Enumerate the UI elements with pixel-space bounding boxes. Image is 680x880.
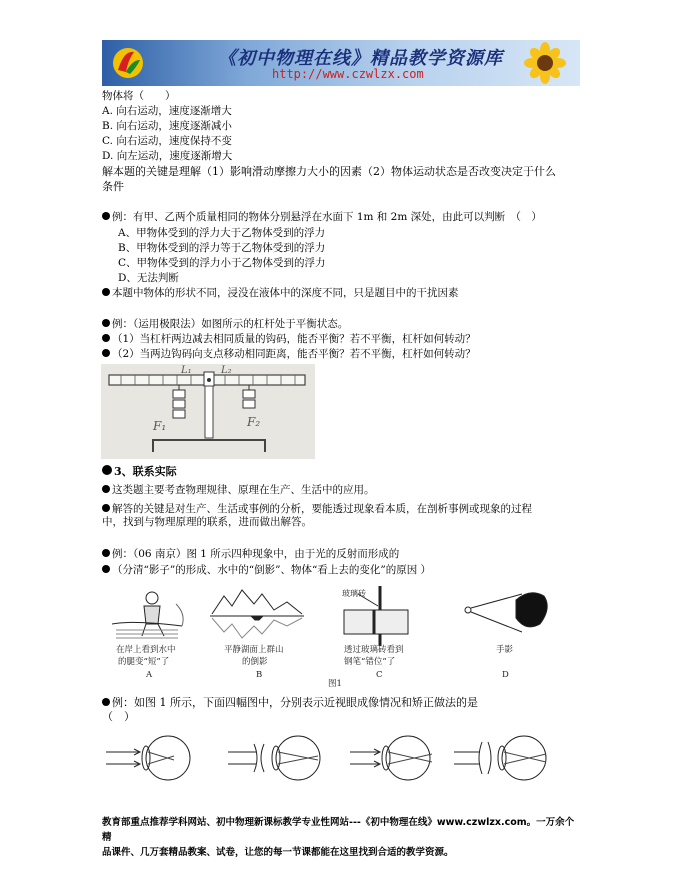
- option-b: B. 向右运动，速度逐渐减小: [102, 120, 232, 132]
- q2-stem: 例：有甲、乙两个质量相同的物体分别悬浮在水面下 1m 和 2m 深处，由此可以判断 （ ）: [102, 211, 542, 224]
- bullet-icon: [102, 698, 110, 706]
- q2-note: 本题中物体的形状不同，浸没在液体中的深度不同，只是题目中的干扰因素: [102, 287, 459, 300]
- q3-part-2: （2）当两边钩码向支点移动相同距离，能否平衡？若不平衡，杠杆如何转动？: [102, 348, 476, 361]
- footer-line-1: 教育部重点推荐学科网站、初中物理新课标教学专业性网站---《初中物理在线》www.czwlzx.com。一万余个精: [102, 817, 575, 843]
- letter-c: C: [376, 670, 383, 680]
- banner-url[interactable]: http://www.czwlzx.com: [272, 67, 424, 81]
- banner-title: 《初中物理在线》精品教学资源库: [218, 48, 503, 69]
- sunflower-icon: [516, 42, 574, 84]
- bullet-icon: [102, 549, 110, 557]
- eye-2: [228, 736, 320, 780]
- panel-a: [112, 592, 183, 638]
- q4-stem: 例：（06 南京）图 1 所示四种现象中，由于光的反射而形成的: [102, 548, 399, 561]
- bullet-icon: [102, 319, 110, 327]
- bullet-icon: [102, 504, 110, 512]
- bullet-icon: [102, 485, 110, 493]
- caption-b-2: 的倒影: [242, 657, 268, 667]
- label-l1: L₁: [181, 365, 192, 376]
- caption-b-1: 平静湖面上群山: [224, 645, 284, 655]
- header-banner: [102, 40, 580, 86]
- section-heading: 3、联系实际: [102, 465, 177, 478]
- q4-hint: （分清“影子”的形成、水中的“倒影”、物体“看上去的变化”的原因 ）: [102, 564, 431, 577]
- section-text-2: 解答的关键是对生产、生活或事例的分析，要能透过现象看本质，在剖析事例或现象的过程: [102, 503, 532, 516]
- letter-d: D: [502, 670, 509, 680]
- option-a: A. 向右运动，速度逐渐增大: [102, 105, 232, 117]
- option-c: C. 向右运动，速度保持不变: [102, 135, 232, 147]
- q3-stem: 例：（运用极限法）如图所示的杠杆处于平衡状态。: [102, 318, 348, 331]
- glass-label: 玻璃砖: [342, 589, 366, 598]
- q2-option-a: A、甲物体受到的浮力大于乙物体受到的浮力: [118, 227, 326, 239]
- caption-c-1: 透过玻璃砖看到: [344, 645, 404, 655]
- caption-a-1: 在岸上看到水中: [116, 645, 176, 655]
- eye-1: [106, 736, 190, 780]
- page-footer: [102, 815, 582, 860]
- letter-a: A: [146, 670, 153, 680]
- bullet-icon: [102, 288, 110, 296]
- bullet-icon: [102, 349, 110, 357]
- q5-stem: 例：如图 1 所示，下面四幅图中，分别表示近视眼成像情况和矫正做法的是: [102, 696, 478, 709]
- q2-option-b: B、甲物体受到的浮力等于乙物体受到的浮力: [118, 242, 326, 254]
- q2-option-c: C、甲物体受到的浮力小于乙物体受到的浮力: [118, 257, 326, 269]
- figure-title: 图1: [328, 679, 342, 688]
- label-l2: L₂: [221, 365, 232, 376]
- bullet-icon: [102, 212, 110, 220]
- caption-d-1: 手影: [496, 645, 514, 655]
- eye-4: [454, 736, 546, 780]
- eye-3: [350, 736, 432, 780]
- q5-stem-cont: （ ）: [102, 710, 135, 723]
- site-logo-icon: [110, 46, 146, 80]
- label-f2: F₂: [247, 415, 261, 429]
- caption-c-2: 钢笔“错位”了: [344, 657, 396, 667]
- lever-figure: [101, 364, 315, 459]
- panel-b: [210, 590, 304, 638]
- panel-d: [465, 593, 547, 632]
- section-text-1: 这类题主要考查物理规律、原理在生产、生活中的应用。: [102, 484, 375, 497]
- footer-line-2: 品课件、几万套精品教案、试卷，让您的每一节课都能在这里找到合适的教学资源。: [102, 847, 454, 858]
- q2-option-d: D、无法判断: [118, 272, 179, 284]
- option-d: D. 向左运动，速度逐渐增大: [102, 150, 233, 162]
- q3-part-1: （1）当杠杆两边减去相同质量的钩码，能否平衡？若不平衡，杠杆如何转动？: [102, 333, 476, 346]
- label-f1: F₁: [153, 419, 167, 433]
- optics-figure: [112, 584, 552, 688]
- eye-diagrams: [104, 732, 578, 784]
- question-text: 物体将（ ）: [102, 90, 176, 102]
- bullet-icon: [102, 565, 110, 573]
- bullet-icon: [102, 465, 112, 475]
- letter-b: B: [256, 670, 263, 680]
- solution-line-1: 解本题的关键是理解（1）影响滑动摩擦力大小的因素（2）物体运动状态是否改变决定于什么: [102, 165, 556, 178]
- figure-captions: [116, 644, 514, 688]
- solution-line-2: 条件: [102, 180, 124, 193]
- section-text-2-cont: 中，找到与物理原理的联系，进而做出解答。: [102, 516, 312, 528]
- bullet-icon: [102, 334, 110, 342]
- caption-a-2: 的腿变“短”了: [118, 657, 170, 667]
